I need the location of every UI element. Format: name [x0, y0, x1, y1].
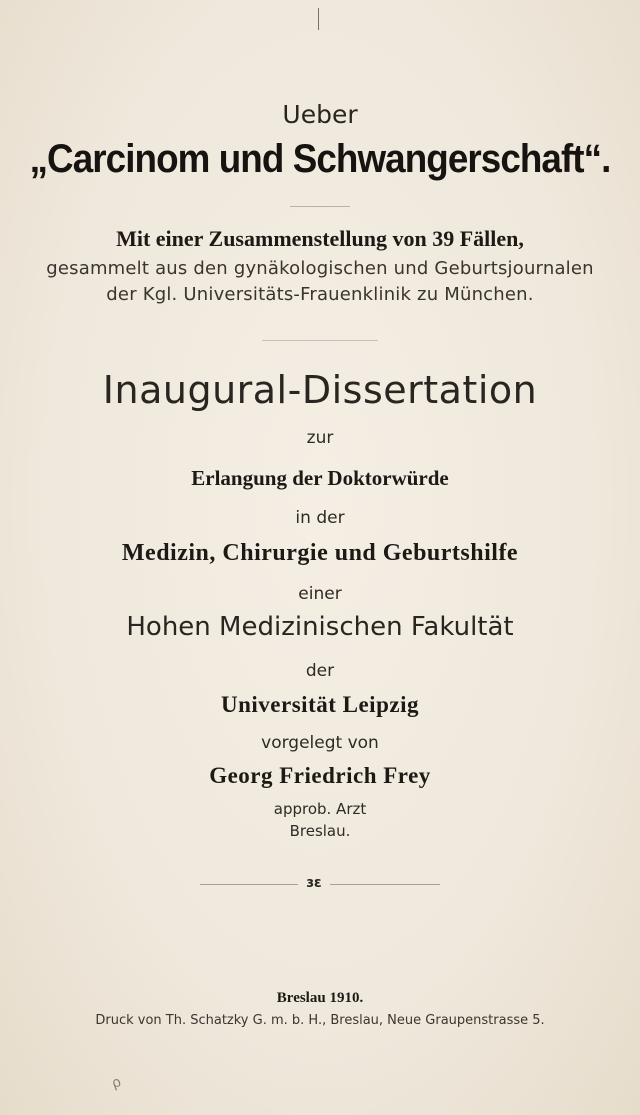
connector-text: in der [295, 508, 345, 528]
university-name: Universität Leipzig [221, 692, 419, 717]
ornament-icon: ɜɛ [306, 875, 322, 891]
ornament-rule-right [330, 884, 440, 885]
subtitle-line-1: Mit einer Zusammenstellung von 39 Fällen, [116, 226, 524, 251]
faculty-name: Hohen Medizinischen Fakultät [126, 612, 514, 642]
connector-text: einer [298, 584, 342, 604]
author-title: approb. Arzt [273, 800, 367, 818]
imprint-place-year: Breslau 1910. [276, 990, 364, 1006]
title-prefix: Ueber [282, 100, 358, 129]
connector-text: der [305, 661, 335, 681]
divider-rule [262, 340, 378, 341]
connector-text: zur [306, 428, 334, 448]
dissertation-heading: Inaugural-Dissertation [102, 368, 538, 412]
ornament-rule-left [200, 884, 298, 885]
degree-text: Erlangung der Doktorwürde [191, 466, 449, 490]
pencil-mark: ρ [109, 1073, 124, 1093]
divider-rule [290, 206, 350, 207]
printer-line: Druck von Th. Schatzky G. m. b. H., Breslau, Neue Graupenstrasse 5. [95, 1013, 545, 1028]
subtitle-line-2: gesammelt aus den gynäkologischen und Geburtsjournalen [46, 258, 594, 279]
author-name: Georg Friedrich Frey [209, 763, 431, 788]
subtitle-line-3: der Kgl. Universitäts-Frauenklinik zu München. [106, 284, 534, 305]
author-city: Breslau. [289, 822, 351, 840]
tick-mark [318, 8, 319, 30]
main-title: „Carcinom und Schwangerschaft“. [29, 137, 611, 181]
connector-text: vorgelegt von [261, 733, 379, 753]
faculty-subjects: Medizin, Chirurgie und Geburtshilfe [121, 540, 519, 566]
